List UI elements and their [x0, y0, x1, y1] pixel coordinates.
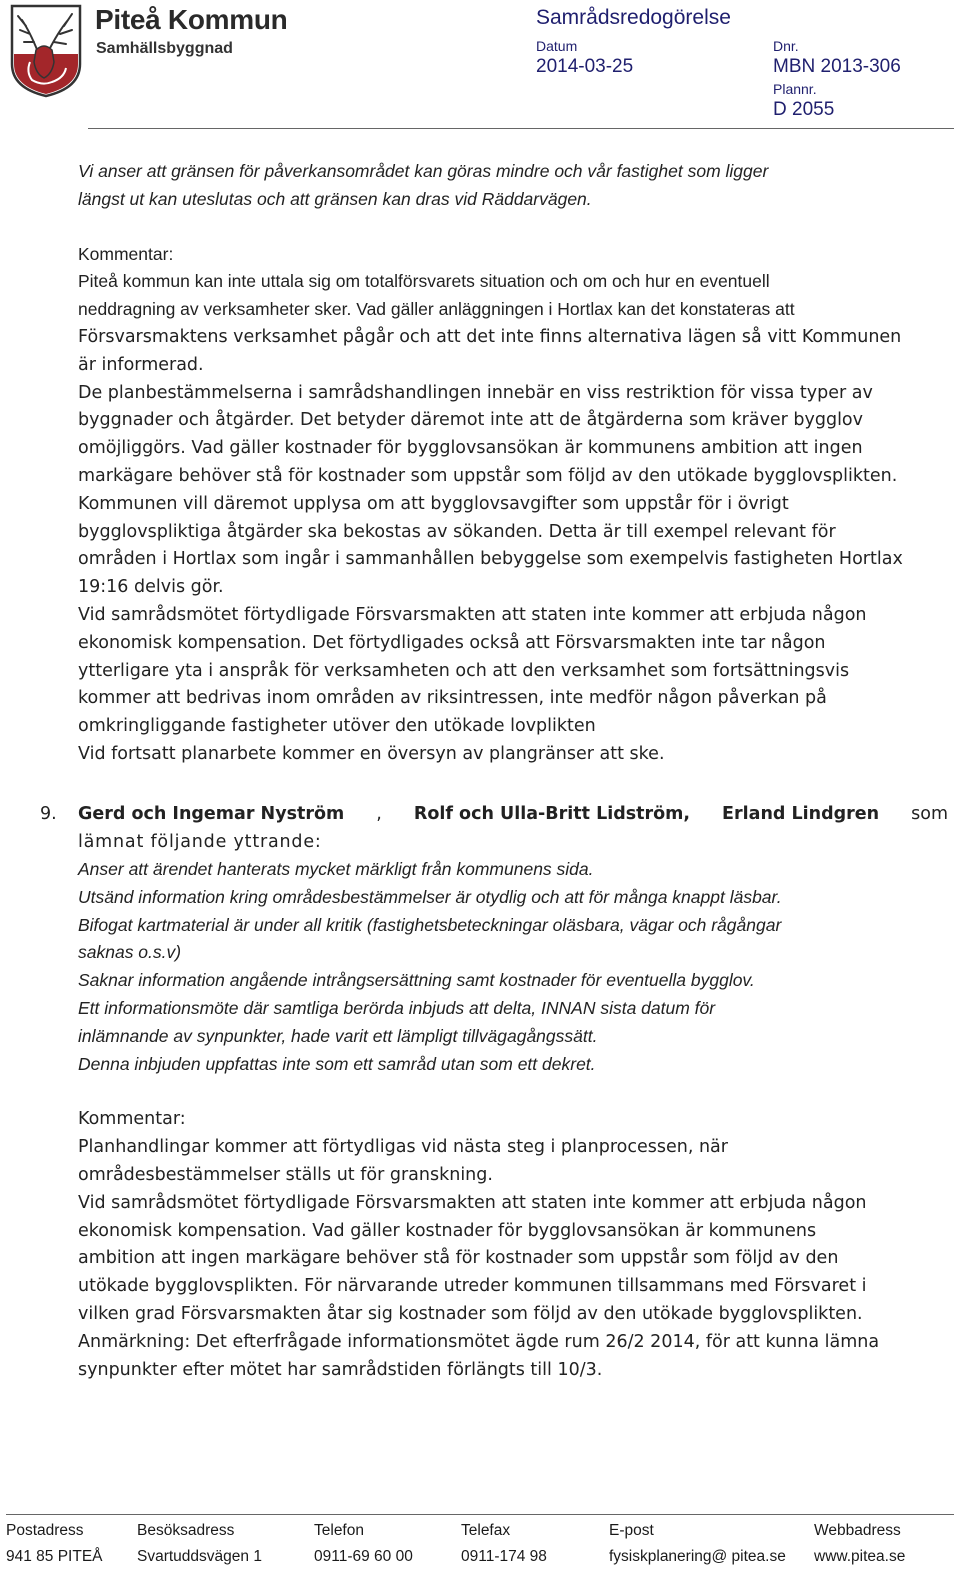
quote-line: inlämnande av synpunkter, hade varit ett lämpligt tillvägagångssätt. — [78, 1025, 598, 1046]
comment-line: ytterligare yta i anspråk för verksamheten och att den verksamhet som fortsättningsvis — [78, 660, 850, 681]
webbadress-link[interactable]: www.pitea.se — [814, 1548, 906, 1565]
comment-line: Försvarsmaktens verksamhet pågår och att det inte finns alternativa lägen så vitt Kommunen — [78, 326, 902, 347]
comment-line: synpunkter efter mötet har samrådstiden förlängts till 10/3. — [78, 1359, 603, 1380]
webbadress-label: Webbadress — [814, 1522, 901, 1539]
document-type: Samrådsredogörelse — [536, 6, 731, 29]
comment-line: bygglovspliktiga åtgärder ska bekostas av sökanden. Detta är till exempel relevant för — [78, 521, 836, 542]
quote-line: Vi anser att gränsen för påverkansområdet kan göras mindre och vår fastighet som ligger — [78, 161, 769, 181]
telefon-value: 0911-69 60 00 — [314, 1548, 413, 1565]
comment-line: De planbestämmelserna i samrådshandlingen innebär en viss restriktion för vissa typer av — [78, 382, 873, 403]
quote-line: längst ut kan uteslutas och att gränsen kan dras vid Räddarvägen. — [78, 188, 592, 209]
dnr-label: Dnr. — [773, 38, 799, 54]
comment-label: Kommentar: — [78, 1109, 186, 1130]
comment-line: vilken grad Försvarsmakten åtar sig kostnader som följd av den utökade bygglovsplikten. — [78, 1303, 863, 1324]
reindeer-logo-icon — [8, 2, 84, 98]
datum-value: 2014-03-25 — [536, 56, 634, 77]
comment-line: omkringliggande fastigheter utöver den utökade lovplikten — [78, 716, 596, 737]
comment-label: Kommentar: — [78, 243, 174, 264]
comment-line: Anmärkning: Det efterfrågade informationsmötet ägde rum 26/2 2014, för att kunna lämna — [78, 1331, 880, 1352]
quote-line: Bifogat kartmaterial är under all kritik (fastighetsbeteckningar oläsbara, vägar och rågångar — [78, 914, 782, 935]
epost-label: E-post — [609, 1522, 654, 1539]
telefax-label: Telefax — [461, 1522, 511, 1539]
comment-line: områdesbestämmelser ställs ut för granskning. — [78, 1164, 493, 1185]
quote-line: Saknar information angående intrångsersättning samt kostnader för eventuella bygglov. — [78, 970, 755, 991]
comment-line: ekonomisk kompensation. Vad gäller kostnader för bygglovsansökan är kommunens — [78, 1220, 817, 1241]
plannr-label: Plannr. — [773, 81, 817, 97]
heading-continuation: lämnat följande yttrande: — [78, 832, 322, 852]
datum-label: Datum — [536, 38, 578, 54]
comment-line: Piteå kommun kan inte uttala sig om totalförsvarets situation och om och hur en eventuell — [78, 271, 770, 292]
heading-trail: som — [911, 804, 948, 824]
org-unit: Samhällsbyggnad — [96, 40, 233, 57]
org-name: Piteå Kommun — [95, 4, 288, 35]
telefax-value: 0911-174 98 — [461, 1548, 547, 1565]
comment-line: Kommunen vill däremot upplysa om att bygglovsavgifter som uppstår för i övrigt — [78, 493, 789, 514]
comment-line: kommer att bedrivas inom områden av riksintressen, inte medför någon påverkan på — [78, 688, 827, 709]
postadress-label: Postadress — [6, 1522, 84, 1539]
comment-line: byggnader och åtgärder. Det betyder däremot inte att de åtgärderna som kräver bygglov — [78, 410, 863, 431]
respondent-name: Erland Lindgren — [722, 804, 880, 824]
section-1 — [78, 158, 948, 769]
comment-line: ambition att ingen markägare behöver stå för kostnader som uppstår som följd av den — [78, 1248, 839, 1269]
respondent-name: Gerd och Ingemar Nyström — [78, 804, 345, 824]
comment-line: områden i Hortlax som ingår i sammanhållen bebyggelse som exempelvis fastigheten Hortlax — [78, 549, 903, 570]
quote-line: Ett informationsmöte där samtliga berörda inbjuds att delta, INNAN sista datum för — [78, 997, 716, 1018]
footer-divider — [6, 1514, 954, 1515]
epost-link[interactable]: fysiskplanering@ pitea.se — [609, 1548, 786, 1565]
respondent-name: Rolf och Ulla-Britt Lidström, — [413, 804, 691, 824]
besoksadress-label: Besöksadress — [137, 1522, 235, 1539]
header-divider — [88, 128, 954, 129]
comment-line: är informerad. — [78, 354, 204, 375]
comment-line: omöjliggörs. Vad gäller kostnader för bygglovsansökan är kommunens ambition att ingen — [78, 438, 863, 459]
besoksadress-value: Svartuddsvägen 1 — [137, 1548, 262, 1565]
dnr-value: MBN 2013-306 — [773, 56, 901, 77]
comment-line: Vid samrådsmötet förtydligade Försvarsmakten att staten inte kommer att erbjuda någon — [78, 604, 867, 625]
comment-line: Vid samrådsmötet förtydligade Försvarsmakten att staten inte kommer att erbjuda någon — [78, 1192, 867, 1213]
quote-line: saknas o.s.v) — [78, 942, 182, 963]
telefon-label: Telefon — [314, 1522, 364, 1539]
separator: , — [376, 804, 382, 824]
item-number: 9. — [40, 804, 57, 824]
plannr-value: D 2055 — [773, 99, 835, 120]
quote-line: Denna inbjuden uppfattas inte som ett samråd utan som ett dekret. — [78, 1053, 596, 1074]
quote-line: Anser att ärendet hanterats mycket märkligt från kommunens sida. — [78, 859, 594, 879]
quote-line: Utsänd information kring områdesbestämmelser är otydlig och att för många knappt läsbar. — [78, 886, 782, 907]
comment-line: neddragning av verksamheter sker. Vad gäller anläggningen i Hortlax kan det konstateras att — [78, 299, 795, 320]
comment-line: markägare behöver stå för kostnader som uppstår som följd av den utökade bygglovsplikten. — [78, 465, 898, 486]
comment-line: Vid fortsatt planarbete kommer en översyn av plangränser att ske. — [78, 743, 665, 764]
comment-line: Planhandlingar kommer att förtydligas vid nästa steg i planprocessen, när — [78, 1137, 728, 1158]
comment-line: utökade bygglovsplikten. För närvarande utreder kommunen tillsammans med Försvaret i — [78, 1276, 867, 1297]
comment-line: ekonomisk kompensation. Det förtydligades också att Försvarsmakten inte tar någon — [78, 632, 826, 653]
postadress-value: 941 85 PITEÅ — [6, 1548, 103, 1565]
comment-line: 19:16 delvis gör. — [78, 577, 224, 598]
item-9-body — [78, 856, 948, 1384]
